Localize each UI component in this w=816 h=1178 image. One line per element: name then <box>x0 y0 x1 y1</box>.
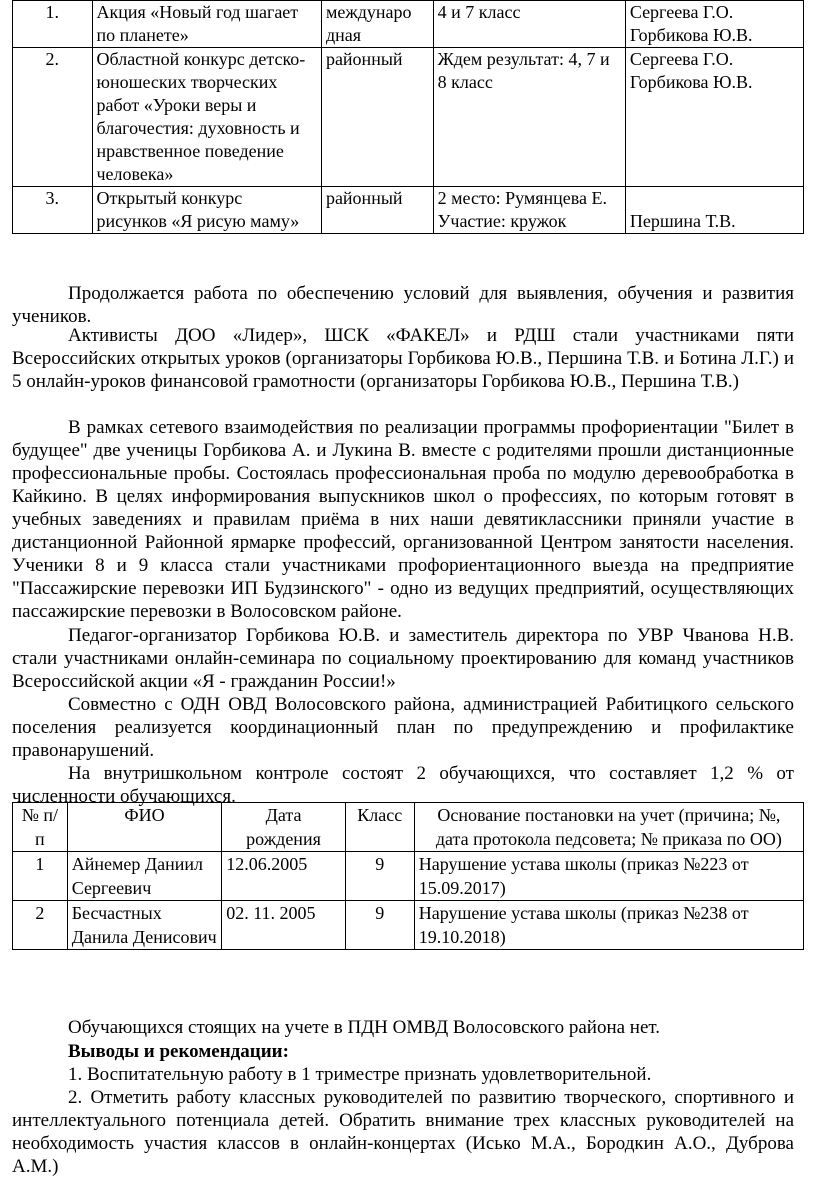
event-responsible: Сергеева Г.О. Горбикова Ю.В. <box>625 1 803 48</box>
row-number: 2. <box>13 48 93 187</box>
student-number: 1 <box>13 852 68 901</box>
event-level: районный <box>321 187 433 234</box>
conclusions-heading: Выводы и рекомендации: <box>68 1041 289 1062</box>
table-row <box>13 1 804 48</box>
recommendation-item-2: 2. Отметить работу классных руководителей по развитию творческого, спортивного и интеллектуального потенциала детей. Обратить внимание трех классных руководителей на необходимость участия классов в онлайн-концертах (Исько М.А., Бородкин А.О., Дуброва А.М.) <box>12 1087 794 1177</box>
header-class: Класс <box>345 803 414 852</box>
table-row <box>13 852 804 901</box>
student-fio: Айнемер Даниил Сергеевич <box>67 852 221 901</box>
event-name: Открытый конкурс рисунков «Я рисую маму» <box>92 187 321 234</box>
header-birth: Дата рождения <box>222 803 346 852</box>
student-reason: Нарушение устава школы (приказ №238 от 19.10.2018) <box>414 901 803 950</box>
paragraph-seminar: Педагог-организатор Горбикова Ю.В. и заместитель директора по УВР Чванова Н.В. стали участниками онлайн-семинара по социальному проектированию для команд участников Всероссийской акции «Я - гражданин России!» <box>12 625 794 692</box>
student-fio: Бесчастных Данила Денисович <box>67 901 221 950</box>
event-result: 2 место: Румянцева Е. Участие: кружок <box>433 187 625 234</box>
student-class: 9 <box>345 852 414 901</box>
table-row <box>13 48 804 187</box>
header-fio: ФИО <box>67 803 221 852</box>
recommendation-item-1: 1. Воспитательную работу в 1 триместре признать удовлетворительной. <box>68 1064 652 1085</box>
event-name: Областной конкурс детско-юношеских творческих работ «Уроки веры и благочестия: духовность и нравственное поведение человека» <box>92 48 321 187</box>
events-table <box>12 0 804 234</box>
header-reason: Основание постановки на учет (причина; №, дата протокола педсовета; № приказа по ОО) <box>414 803 803 852</box>
event-result: Ждем результат: 4, 7 и 8 класс <box>433 48 625 187</box>
student-birth: 02. 11. 2005 <box>222 901 346 950</box>
student-reason: Нарушение устава школы (приказ №223 от 15.09.2017) <box>414 852 803 901</box>
paragraph-activists: Активисты ДОО «Лидер», ШСК «ФАКЕЛ» и РДШ стали участниками пяти Всероссийских открытых уроков (организаторы Горбикова Ю.В., Першина Т.В. и Ботина Л.Г.) и 5 онлайн-уроков финансовой грамотности (организаторы Горбикова Ю.В., Першина Т.В.) <box>12 325 794 392</box>
table-row <box>13 901 804 950</box>
event-level: междунаро дная <box>321 1 433 48</box>
table-header-row <box>13 803 804 852</box>
paragraph-control: На внутришкольном контроле состоят 2 обучающихся, что составляет 1,2 % от численности обучающихся. <box>12 763 794 807</box>
student-class: 9 <box>345 901 414 950</box>
table-row <box>13 187 804 234</box>
paragraph-pdn: Обучающихся стоящих на учете в ПДН ОМВД Волосовского района нет. <box>68 1017 661 1038</box>
header-number: № п/п <box>13 803 68 852</box>
event-responsible: Сергеева Г.О. Горбикова Ю.В. <box>625 48 803 187</box>
students-table <box>12 802 804 950</box>
event-name: Акция «Новый год шагает по планете» <box>92 1 321 48</box>
event-responsible: Першина Т.В. <box>625 187 803 234</box>
paragraph-work: Продолжается работа по обеспечению условий для выявления, обучения и развития учеников. <box>12 283 794 327</box>
row-number: 1. <box>13 1 93 48</box>
student-number: 2 <box>13 901 68 950</box>
paragraph-career: В рамках сетевого взаимодействия по реализации программы профориентации "Билет в будущее" две ученицы Горбикова А. и Лукина В. вместе с родителями прошли дистанционные профессиональные пробы. Состоялась профессиональная проба по модулю деревообработка в Кайкино. В целях информирования выпускников школ о профессиях, по которым готовят в учебных заведениях и правилам приёма в них наши девятиклассники приняли участие в дистанционной Районной ярмарке профессий, организованной Центром занятости населения. Ученики 8 и 9 класса стали участниками профориентационного выезда на предприятие "Пассажирские перевозки ИП Будзинского" - одно из ведущих предприятий, осуществляющих пассажирские перевозки в Волосовском районе. <box>12 417 794 622</box>
row-number: 3. <box>13 187 93 234</box>
event-level: районный <box>321 48 433 187</box>
student-birth: 12.06.2005 <box>222 852 346 901</box>
paragraph-prevention: Совместно с ОДН ОВД Волосовского района, администрацией Рабитицкого сельского поселения реализуется координационный план по предупреждению и профилактике правонарушений. <box>12 694 794 761</box>
event-result: 4 и 7 класс <box>433 1 625 48</box>
